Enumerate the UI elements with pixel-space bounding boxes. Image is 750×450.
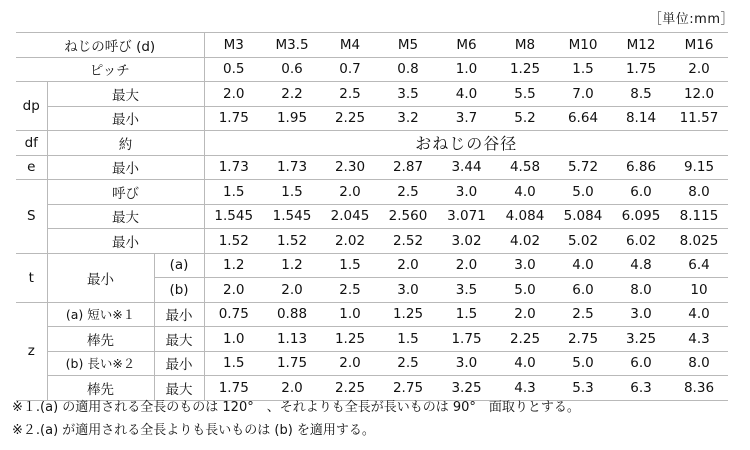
size-cell: M3.5 <box>263 33 321 58</box>
df-value: おねじの谷径 <box>204 131 728 156</box>
t-a-cell: 3.0 <box>496 253 554 278</box>
dp-min-cell: 3.2 <box>379 106 437 131</box>
s-min-cell: 6.02 <box>612 229 670 254</box>
t-a-cell: 1.5 <box>321 253 379 278</box>
s-nominal-cell: 8.0 <box>670 180 728 205</box>
z-long-min-cell: 1.75 <box>263 351 321 376</box>
s-min-cell: 4.02 <box>496 229 554 254</box>
t-b-cell: 2.0 <box>263 278 321 303</box>
z-short-label-2: 棒先 <box>47 327 154 352</box>
z-long-min-cell: 5.0 <box>554 351 612 376</box>
dp-max-cell: 7.0 <box>554 82 612 107</box>
z-long-max-cell: 5.3 <box>554 376 612 401</box>
s-nominal-cell: 1.5 <box>204 180 263 205</box>
t-b-cell: 2.0 <box>204 278 263 303</box>
s-min-cell: 1.52 <box>263 229 321 254</box>
t-b-cell: 8.0 <box>612 278 670 303</box>
size-cell: M8 <box>496 33 554 58</box>
pitch-cell: 1.5 <box>554 57 612 82</box>
s-min-cell: 2.02 <box>321 229 379 254</box>
z-symbol: z <box>16 302 47 400</box>
z-short-max-cell: 1.13 <box>263 327 321 352</box>
pitch-cell: 0.6 <box>263 57 321 82</box>
z-short-max-cell: 1.5 <box>379 327 437 352</box>
pitch-cell: 2.0 <box>670 57 728 82</box>
z-long-min-cell: 6.0 <box>612 351 670 376</box>
z-long-max-cell: 2.75 <box>379 376 437 401</box>
header-label: ねじの呼び (d) <box>16 33 204 58</box>
z-short-min-cell: 2.0 <box>496 302 554 327</box>
dp-max-cell: 2.0 <box>204 82 263 107</box>
dp-min-cell: 8.14 <box>612 106 670 131</box>
pitch-label: ピッチ <box>16 57 204 82</box>
e-min-cell: 6.86 <box>612 155 670 180</box>
z-short-max-cell: 2.25 <box>496 327 554 352</box>
s-min-cell: 3.02 <box>437 229 496 254</box>
s-max-cell: 6.095 <box>612 204 670 229</box>
s-nominal-cell: 3.0 <box>437 180 496 205</box>
dp-max-cell: 2.2 <box>263 82 321 107</box>
t-a-cell: 6.4 <box>670 253 728 278</box>
z-short-min-cell: 0.75 <box>204 302 263 327</box>
dp-min-cell: 5.2 <box>496 106 554 131</box>
s-max-cell: 2.045 <box>321 204 379 229</box>
s-max-cell: 8.115 <box>670 204 728 229</box>
t-a-row <box>16 253 728 278</box>
dp-min-cell: 2.25 <box>321 106 379 131</box>
z-short-max-cell: 1.25 <box>321 327 379 352</box>
s-min-cell: 8.025 <box>670 229 728 254</box>
s-nominal-cell: 4.0 <box>496 180 554 205</box>
t-a-cell: 1.2 <box>263 253 321 278</box>
z-long-label-2: 棒先 <box>47 376 154 401</box>
size-cell: M6 <box>437 33 496 58</box>
size-cell: M3 <box>204 33 263 58</box>
size-cell: M12 <box>612 33 670 58</box>
e-symbol: e <box>16 155 47 180</box>
dp-min-cell: 11.57 <box>670 106 728 131</box>
size-cell: M4 <box>321 33 379 58</box>
t-b-cell: 3.0 <box>379 278 437 303</box>
s-min-cell: 1.52 <box>204 229 263 254</box>
e-min-cell: 4.58 <box>496 155 554 180</box>
t-a-cell: 2.0 <box>379 253 437 278</box>
df-symbol: df <box>16 131 47 156</box>
z-long-max-cell: 8.36 <box>670 376 728 401</box>
pitch-cell: 1.75 <box>612 57 670 82</box>
z-short-max-cell: 3.25 <box>612 327 670 352</box>
dp-min-cell: 1.75 <box>204 106 263 131</box>
pitch-cell: 1.0 <box>437 57 496 82</box>
z-long-label: (b) 長い※２ <box>47 351 154 376</box>
size-cell: M5 <box>379 33 437 58</box>
e-min-cell: 5.72 <box>554 155 612 180</box>
z-long-min-cell: 2.0 <box>321 351 379 376</box>
s-max-cell: 4.084 <box>496 204 554 229</box>
z-long-min-cell: 4.0 <box>496 351 554 376</box>
screw-spec-table <box>16 32 728 401</box>
z-long-max-cell: 1.75 <box>204 376 263 401</box>
dp-max-cell: 4.0 <box>437 82 496 107</box>
header-row <box>16 33 728 58</box>
z-long-min-label: 最小 <box>154 351 204 376</box>
dp-max-cell: 5.5 <box>496 82 554 107</box>
z-short-min-cell: 1.5 <box>437 302 496 327</box>
s-min-cell: 2.52 <box>379 229 437 254</box>
z-long-min-cell: 3.0 <box>437 351 496 376</box>
dp-min-cell: 6.64 <box>554 106 612 131</box>
z-short-max-cell: 1.75 <box>437 327 496 352</box>
e-min-cell: 1.73 <box>204 155 263 180</box>
dp-max-row <box>16 82 728 107</box>
pitch-row <box>16 57 728 82</box>
t-a-cell: 4.8 <box>612 253 670 278</box>
z-long-max-cell: 6.3 <box>612 376 670 401</box>
s-max-row <box>16 204 728 229</box>
t-b-cell: 6.0 <box>554 278 612 303</box>
t-symbol: t <box>16 253 47 302</box>
z-short-min-row <box>16 302 728 327</box>
pitch-cell: 0.5 <box>204 57 263 82</box>
z-short-min-cell: 3.0 <box>612 302 670 327</box>
pitch-cell: 0.8 <box>379 57 437 82</box>
dp-min-cell: 1.95 <box>263 106 321 131</box>
z-short-max-row <box>16 327 728 352</box>
t-a-cell: 2.0 <box>437 253 496 278</box>
s-max-label: 最大 <box>47 204 204 229</box>
unit-label: ［単位:mm］ <box>648 12 734 27</box>
s-symbol: S <box>16 180 47 254</box>
s-nominal-cell: 1.5 <box>263 180 321 205</box>
dp-max-cell: 8.5 <box>612 82 670 107</box>
z-short-label: (a) 短い※１ <box>47 302 154 327</box>
z-short-min-cell: 0.88 <box>263 302 321 327</box>
t-min-label: 最小 <box>47 253 154 302</box>
dp-max-label: 最大 <box>47 82 204 107</box>
s-max-cell: 1.545 <box>263 204 321 229</box>
z-long-max-label: 最大 <box>154 376 204 401</box>
z-short-min-cell: 1.25 <box>379 302 437 327</box>
s-min-row <box>16 229 728 254</box>
s-nominal-cell: 5.0 <box>554 180 612 205</box>
s-nominal-cell: 2.0 <box>321 180 379 205</box>
z-short-min-label: 最小 <box>154 302 204 327</box>
s-max-cell: 3.071 <box>437 204 496 229</box>
dp-max-cell: 12.0 <box>670 82 728 107</box>
df-label: 約 <box>47 131 204 156</box>
s-nominal-row <box>16 180 728 205</box>
t-b-cell: 2.5 <box>321 278 379 303</box>
z-long-min-cell: 1.5 <box>204 351 263 376</box>
z-short-min-cell: 4.0 <box>670 302 728 327</box>
e-min-cell: 2.30 <box>321 155 379 180</box>
dp-max-cell: 3.5 <box>379 82 437 107</box>
t-a-cell: 1.2 <box>204 253 263 278</box>
z-long-max-cell: 4.3 <box>496 376 554 401</box>
dp-min-label: 最小 <box>47 106 204 131</box>
z-short-min-cell: 2.5 <box>554 302 612 327</box>
t-a-cell: 4.0 <box>554 253 612 278</box>
pitch-cell: 0.7 <box>321 57 379 82</box>
z-short-max-cell: 1.0 <box>204 327 263 352</box>
size-cell: M10 <box>554 33 612 58</box>
e-min-cell: 9.15 <box>670 155 728 180</box>
z-long-min-cell: 2.5 <box>379 351 437 376</box>
z-short-max-cell: 4.3 <box>670 327 728 352</box>
s-nominal-cell: 6.0 <box>612 180 670 205</box>
z-long-min-row <box>16 351 728 376</box>
z-short-min-cell: 1.0 <box>321 302 379 327</box>
dp-min-row <box>16 106 728 131</box>
s-max-cell: 1.545 <box>204 204 263 229</box>
s-max-cell: 2.560 <box>379 204 437 229</box>
z-short-max-label: 最大 <box>154 327 204 352</box>
s-nominal-label: 呼び <box>47 180 204 205</box>
z-long-min-cell: 8.0 <box>670 351 728 376</box>
e-min-label: 最小 <box>47 155 204 180</box>
df-row <box>16 131 728 156</box>
e-min-cell: 1.73 <box>263 155 321 180</box>
dp-max-cell: 2.5 <box>321 82 379 107</box>
s-nominal-cell: 2.5 <box>379 180 437 205</box>
s-max-cell: 5.084 <box>554 204 612 229</box>
s-min-label: 最小 <box>47 229 204 254</box>
e-min-cell: 2.87 <box>379 155 437 180</box>
z-short-max-cell: 2.75 <box>554 327 612 352</box>
z-long-max-cell: 2.0 <box>263 376 321 401</box>
s-min-cell: 5.02 <box>554 229 612 254</box>
footnotes <box>12 396 580 442</box>
size-cell: M16 <box>670 33 728 58</box>
t-b-cell: 5.0 <box>496 278 554 303</box>
e-min-cell: 3.44 <box>437 155 496 180</box>
dp-symbol: dp <box>16 82 47 131</box>
t-b-cell: 10 <box>670 278 728 303</box>
dp-min-cell: 3.7 <box>437 106 496 131</box>
footnote-1: ※１.(a) の適用される全長のものは 120° 、それよりも全長が長いものは 90° 面取りとする。 <box>12 400 580 415</box>
z-long-max-cell: 2.25 <box>321 376 379 401</box>
footnote-2: ※２.(a) が適用される全長よりも長いものは (b) を適用する。 <box>12 423 375 438</box>
t-a-label: (a) <box>154 253 204 278</box>
t-b-label: (b) <box>154 278 204 303</box>
e-min-row <box>16 155 728 180</box>
t-b-cell: 3.5 <box>437 278 496 303</box>
pitch-cell: 1.25 <box>496 57 554 82</box>
z-long-max-cell: 3.25 <box>437 376 496 401</box>
